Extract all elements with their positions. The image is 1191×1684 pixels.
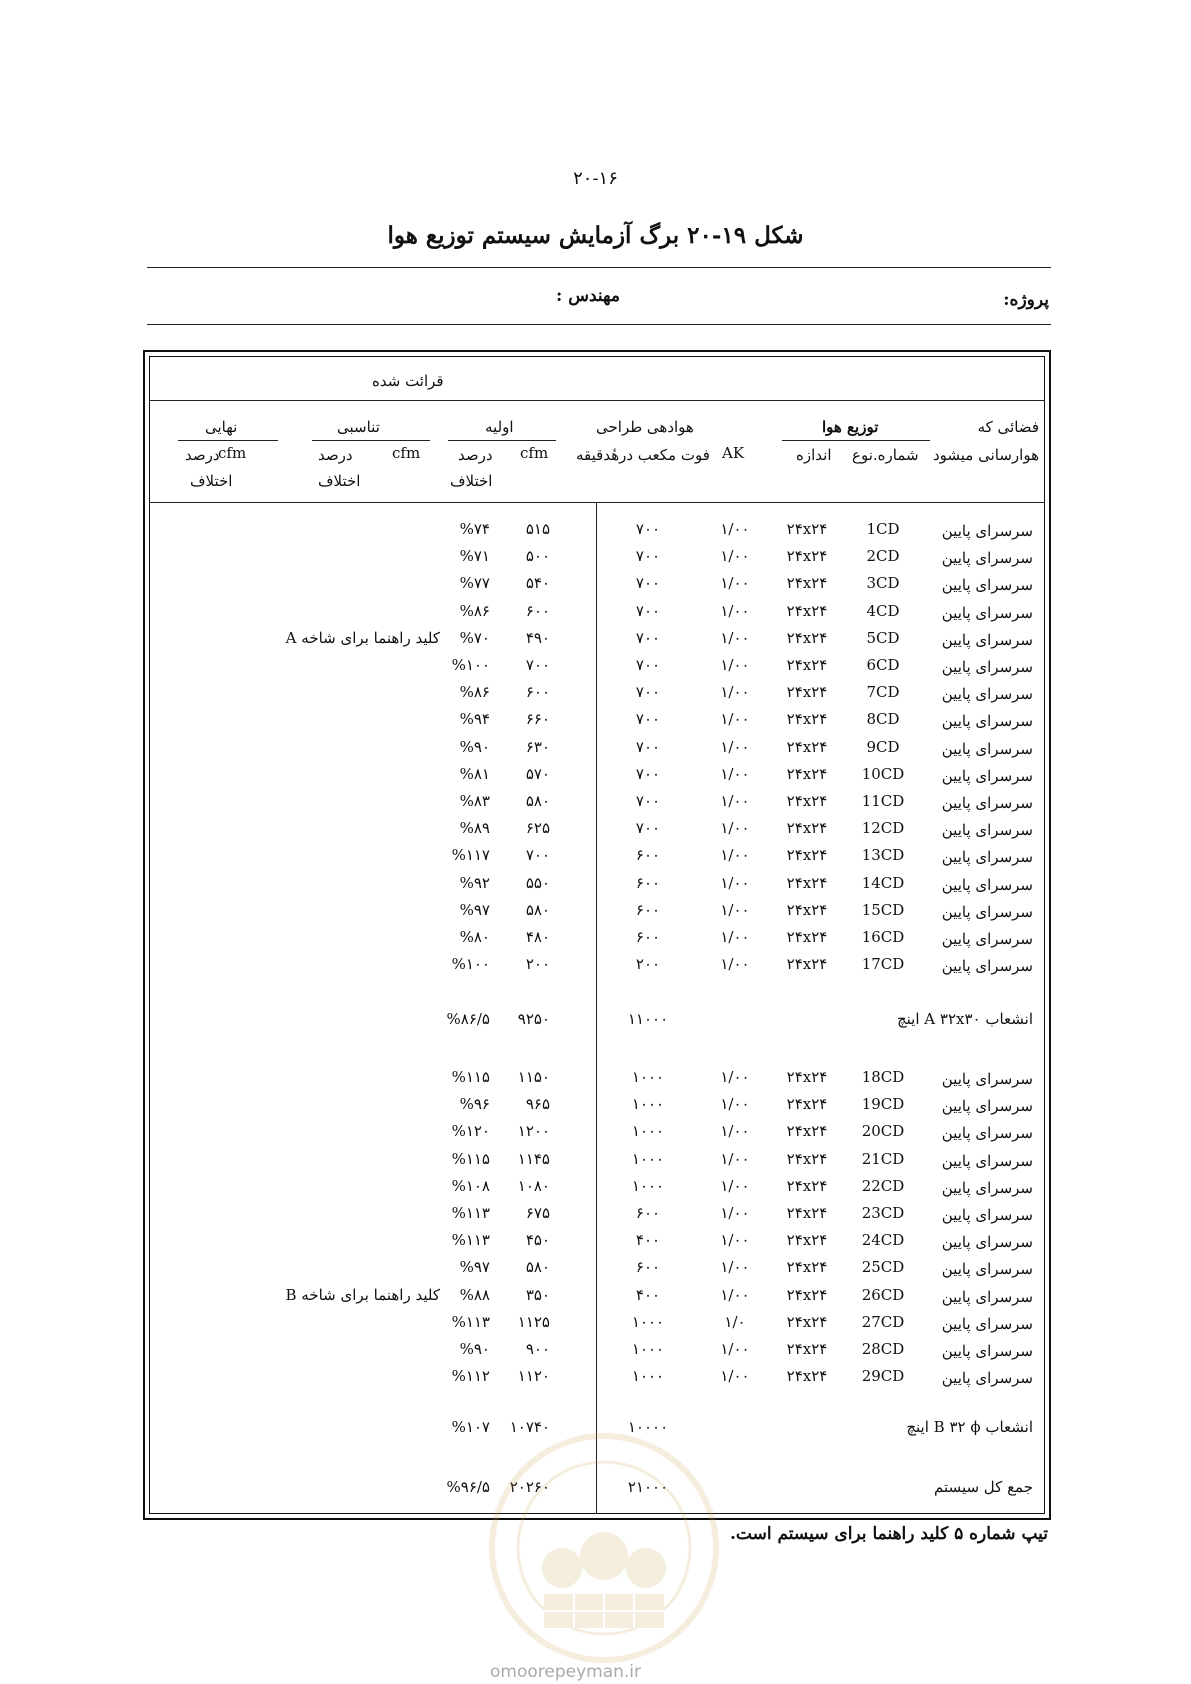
row-size: ۲۴x۲۴: [786, 1149, 828, 1168]
title-rule: [147, 267, 1051, 268]
row-space: سرسرای پایین: [941, 794, 1033, 812]
row-size: ۲۴x۲۴: [786, 1312, 828, 1331]
row-outlet-type: 16CD: [861, 928, 905, 946]
row-design-cfm: ۱۰۰۰: [631, 1122, 665, 1141]
header-readings: قرائت شده: [372, 372, 444, 390]
row-space: سرسرای پایین: [941, 1070, 1033, 1088]
row-size: ۲۴x۲۴: [786, 1258, 828, 1277]
row-ak: ۱/۰۰: [720, 1204, 750, 1222]
row-outlet-type: 26CD: [861, 1285, 905, 1304]
row-ak: ۱/۰۰: [720, 656, 750, 674]
row-design-cfm: ۱۰۰۰: [631, 1149, 665, 1168]
header-prop-cfm: cfm: [392, 444, 421, 462]
engineer-label: مهندس :: [556, 286, 620, 306]
row-initial-percent: %۹۰: [459, 1340, 490, 1358]
row-size: ۲۴x۲۴: [786, 764, 828, 783]
row-space: سرسرای پایین: [941, 1097, 1033, 1116]
row-size: ۲۴x۲۴: [786, 520, 828, 538]
header-final-deviation: اختلاف: [190, 472, 233, 490]
row-size: ۲۴x۲۴: [786, 873, 828, 892]
row-space: سرسرای پایین: [941, 1314, 1033, 1333]
row-size: ۲۴x۲۴: [786, 1285, 828, 1304]
row-design-cfm: ۷۰۰: [635, 683, 661, 702]
row-outlet-type: 15CD: [861, 900, 905, 919]
row-ak: ۱/۰۰: [720, 737, 750, 756]
row-initial-percent: %۹۰: [459, 737, 490, 756]
row-size: ۲۴x۲۴: [786, 737, 828, 756]
row-space: سرسرای پایین: [941, 875, 1033, 894]
row-space: سرسرای پایین: [941, 685, 1033, 704]
branch-b-cfm: ۱۰۷۴۰: [509, 1418, 550, 1436]
row-initial-percent: %۹۴: [459, 710, 490, 729]
row-space: سرسرای پایین: [941, 902, 1033, 921]
row-design-cfm: ۲۰۰: [635, 955, 661, 974]
row-outlet-type: 9CD: [866, 737, 900, 756]
row-size: ۲۴x۲۴: [786, 683, 828, 702]
row-ak: ۱/۰۰: [720, 1095, 750, 1114]
row-ak: ۱/۰۰: [720, 819, 750, 838]
row-space: سرسرای پایین: [941, 766, 1033, 785]
row-initial-cfm: ۴۵۰: [525, 1231, 550, 1250]
header-final-percent: درصد: [185, 446, 220, 464]
row-initial-cfm: ۱۱۲۵: [517, 1312, 550, 1331]
row-initial-percent: %۱۱۳: [451, 1231, 490, 1250]
row-ak: ۱/۰۰: [720, 574, 750, 593]
row-initial-percent: %۸۱: [459, 764, 490, 783]
row-size: ۲۴x۲۴: [786, 1176, 828, 1195]
row-space: سرسرای پایین: [941, 1206, 1033, 1224]
header-space-line2: هوارسانی میشود: [932, 446, 1039, 464]
row-outlet-type: 13CD: [861, 846, 905, 865]
rule-proportional: [312, 440, 430, 441]
row-initial-cfm: ۱۱۵۰: [517, 1068, 550, 1086]
row-size: ۲۴x۲۴: [786, 710, 828, 729]
row-design-cfm: ۶۰۰: [635, 1204, 661, 1222]
header-divider: [149, 400, 1045, 401]
row-ak: ۱/۰۰: [720, 955, 750, 974]
row-space: سرسرای پایین: [941, 603, 1033, 622]
header-rule: [147, 324, 1051, 325]
row-outlet-type: 19CD: [861, 1095, 905, 1114]
row-initial-cfm: ۵۴۰: [525, 574, 550, 593]
row-initial-percent: %۱۱۳: [451, 1312, 490, 1331]
row-space: سرسرای پایین: [941, 1151, 1033, 1170]
branch-b-design: ۱۰۰۰۰: [627, 1418, 669, 1436]
row-initial-percent: %۱۱۷: [451, 846, 490, 865]
row-space: سرسرای پایین: [941, 1178, 1033, 1197]
row-initial-percent: %۷۷: [459, 574, 490, 593]
row-space: سرسرای پایین: [941, 522, 1033, 540]
row-design-cfm: ۷۰۰: [635, 764, 661, 783]
row-outlet-type: 6CD: [866, 656, 900, 674]
row-size: ۲۴x۲۴: [786, 574, 828, 593]
row-ak: ۱/۰۰: [720, 1068, 750, 1086]
row-size: ۲۴x۲۴: [786, 1068, 828, 1086]
row-initial-percent: %۱۰۰: [451, 656, 490, 674]
row-design-cfm: ۷۰۰: [635, 574, 661, 593]
row-size: ۲۴x۲۴: [786, 1122, 828, 1141]
row-space: سرسرای پایین: [941, 1369, 1033, 1388]
row-initial-cfm: ۲۰۰: [525, 955, 550, 974]
row-ak: ۱/۰: [724, 1312, 746, 1331]
watermark-logo: [484, 1428, 724, 1668]
rule-air-distribution: [782, 440, 930, 441]
row-ak: ۱/۰۰: [720, 1367, 750, 1386]
row-space: سرسرای پایین: [941, 930, 1033, 948]
branch-a-label: انشعاب A ۳۲x۳۰ اینچ: [896, 1010, 1033, 1028]
header-design-air: هوادهی طراحی: [596, 418, 694, 436]
row-ak: ۱/۰۰: [720, 1149, 750, 1168]
row-size: ۲۴x۲۴: [786, 656, 828, 674]
row-initial-cfm: ۱۰۸۰: [517, 1176, 550, 1195]
row-ak: ۱/۰۰: [720, 764, 750, 783]
row-design-cfm: ۱۰۰۰: [631, 1095, 665, 1114]
row-space: سرسرای پایین: [941, 957, 1033, 976]
header-air-distribution: توزیع هوا: [822, 418, 879, 436]
header-initial: اولیه: [485, 418, 514, 436]
row-space: سرسرای پایین: [941, 848, 1033, 867]
row-space: سرسرای پایین: [941, 630, 1033, 649]
row-note: کلید راهنما برای شاخه A: [285, 628, 440, 647]
row-design-cfm: ۷۰۰: [635, 819, 661, 838]
row-design-cfm: ۱۰۰۰: [631, 1068, 665, 1086]
row-ak: ۱/۰۰: [720, 710, 750, 729]
row-ak: ۱/۰۰: [720, 846, 750, 865]
footer-note: تیپ شماره ۵ کلید راهنما برای سیستم است.: [729, 1524, 1048, 1544]
row-initial-cfm: ۵۱۵: [525, 520, 550, 538]
row-ak: ۱/۰۰: [720, 520, 750, 538]
row-initial-cfm: ۶۰۰: [525, 601, 550, 620]
row-initial-percent: %۹۲: [459, 873, 490, 892]
row-ak: ۱/۰۰: [720, 900, 750, 919]
row-initial-cfm: ۷۰۰: [525, 846, 550, 865]
row-outlet-type: 29CD: [861, 1367, 905, 1386]
row-outlet-type: 5CD: [866, 628, 900, 647]
row-outlet-type: 28CD: [861, 1340, 905, 1358]
watermark-url: omoorepeyman.ir: [490, 1662, 642, 1682]
row-ak: ۱/۰۰: [720, 547, 750, 566]
row-initial-cfm: ۷۰۰: [525, 656, 550, 674]
row-ak: ۱/۰۰: [720, 683, 750, 702]
row-design-cfm: ۱۰۰۰: [631, 1367, 665, 1386]
row-outlet-type: 4CD: [866, 601, 900, 620]
header-init-deviation: اختلاف: [450, 472, 493, 490]
row-ak: ۱/۰۰: [720, 1176, 750, 1195]
row-initial-percent: %۸۹: [459, 819, 490, 838]
row-outlet-type: 14CD: [861, 873, 905, 892]
row-size: ۲۴x۲۴: [786, 955, 828, 974]
row-initial-percent: %۹۶: [459, 1095, 490, 1114]
row-design-cfm: ۷۰۰: [635, 520, 661, 538]
row-initial-cfm: ۴۸۰: [525, 928, 550, 946]
row-outlet-type: 24CD: [861, 1231, 905, 1250]
row-outlet-type: 1CD: [866, 520, 900, 538]
row-outlet-type: 23CD: [861, 1204, 905, 1222]
row-initial-percent: %۱۰۸: [451, 1176, 490, 1195]
row-initial-percent: %۱۰۰: [451, 955, 490, 974]
row-size: ۲۴x۲۴: [786, 928, 828, 946]
row-design-cfm: ۱۰۰۰: [631, 1176, 665, 1195]
row-outlet-type: 8CD: [866, 710, 900, 729]
header-final: نهایی: [205, 418, 238, 436]
row-space: سرسرای پایین: [941, 1342, 1033, 1360]
row-size: ۲۴x۲۴: [786, 547, 828, 566]
row-outlet-type: 17CD: [861, 955, 905, 974]
row-initial-cfm: ۳۵۰: [525, 1285, 550, 1304]
row-initial-percent: %۸۶: [459, 683, 490, 702]
row-initial-percent: %۸۳: [459, 792, 490, 810]
row-initial-percent: %۹۷: [459, 900, 490, 919]
row-initial-cfm: ۵۸۰: [525, 900, 550, 919]
row-space: سرسرای پایین: [941, 658, 1033, 676]
branch-b-percent: %۱۰۷: [451, 1418, 490, 1436]
row-size: ۲۴x۲۴: [786, 601, 828, 620]
row-initial-cfm: ۵۵۰: [525, 873, 550, 892]
row-size: ۲۴x۲۴: [786, 846, 828, 865]
row-ak: ۱/۰۰: [720, 873, 750, 892]
row-design-cfm: ۷۰۰: [635, 737, 661, 756]
row-initial-cfm: ۹۶۵: [525, 1095, 550, 1114]
row-design-cfm: ۶۰۰: [635, 900, 661, 919]
row-ak: ۱/۰۰: [720, 628, 750, 647]
row-space: سرسرای پایین: [941, 1260, 1033, 1279]
row-initial-cfm: ۱۲۰۰: [517, 1122, 550, 1141]
row-outlet-type: 21CD: [861, 1149, 905, 1168]
row-design-cfm: ۱۰۰۰: [631, 1312, 665, 1331]
row-design-cfm: ۷۰۰: [635, 656, 661, 674]
header-ak: AK: [722, 444, 745, 462]
row-size: ۲۴x۲۴: [786, 1367, 828, 1386]
row-design-cfm: ۷۰۰: [635, 601, 661, 620]
row-outlet-type: 11CD: [861, 792, 905, 810]
branch-a-design: ۱۱۰۰۰: [627, 1010, 669, 1028]
page-number: ۲۰-۱۶: [573, 168, 618, 189]
row-design-cfm: ۴۰۰: [635, 1231, 661, 1250]
row-initial-percent: %۸۶: [459, 601, 490, 620]
row-initial-cfm: ۶۰۰: [525, 683, 550, 702]
row-design-cfm: ۷۰۰: [635, 792, 661, 810]
branch-b-label: انشعاب B ۳۲ ϕ اینچ: [906, 1418, 1033, 1436]
branch-a-cfm: ۹۲۵۰: [517, 1010, 550, 1028]
row-initial-percent: %۷۰: [459, 628, 490, 647]
row-ak: ۱/۰۰: [720, 1340, 750, 1358]
table-inner-frame: [149, 356, 1045, 1514]
row-initial-cfm: ۶۷۵: [525, 1204, 550, 1222]
header-space-line1: فضائی که: [977, 418, 1039, 436]
row-space: سرسرای پایین: [941, 549, 1033, 568]
system-total-percent: %۹۶/۵: [446, 1478, 490, 1496]
row-size: ۲۴x۲۴: [786, 628, 828, 647]
row-ak: ۱/۰۰: [720, 928, 750, 946]
row-size: ۲۴x۲۴: [786, 1095, 828, 1114]
system-total-cfm: ۲۰۲۶۰: [509, 1478, 550, 1496]
row-design-cfm: ۷۰۰: [635, 710, 661, 729]
row-initial-percent: %۸۸: [459, 1285, 490, 1304]
row-initial-percent: %۱۲۰: [451, 1122, 490, 1141]
row-space: سرسرای پایین: [941, 1287, 1033, 1306]
row-note: کلید راهنما برای شاخه B: [285, 1285, 440, 1304]
branch-a-percent: %۸۶/۵: [446, 1010, 490, 1028]
row-space: سرسرای پایین: [941, 739, 1033, 758]
row-outlet-type: 10CD: [861, 764, 905, 783]
row-initial-cfm: ۶۳۰: [525, 737, 550, 756]
rule-final: [178, 440, 278, 441]
row-ak: ۱/۰۰: [720, 1122, 750, 1141]
row-initial-cfm: ۱۱۴۵: [517, 1149, 550, 1168]
row-design-cfm: ۶۰۰: [635, 928, 661, 946]
row-size: ۲۴x۲۴: [786, 792, 828, 810]
system-total-design: ۲۱۰۰۰: [627, 1478, 669, 1496]
header-prop-deviation: اختلاف: [318, 472, 361, 490]
row-initial-percent: %۷۴: [459, 520, 490, 538]
row-initial-cfm: ۴۹۰: [525, 628, 550, 647]
row-initial-cfm: ۵۷۰: [525, 764, 550, 783]
row-space: سرسرای پایین: [941, 712, 1033, 731]
row-initial-percent: %۱۱۳: [451, 1204, 490, 1222]
row-ak: ۱/۰۰: [720, 1285, 750, 1304]
header-final-cfm: cfm: [218, 444, 247, 462]
row-initial-percent: %۱۱۲: [451, 1367, 490, 1386]
row-design-cfm: ۷۰۰: [635, 547, 661, 566]
row-size: ۲۴x۲۴: [786, 1340, 828, 1358]
row-initial-cfm: ۹۰۰: [525, 1340, 550, 1358]
row-initial-percent: %۱۱۵: [451, 1068, 490, 1086]
row-initial-cfm: ۶۶۰: [525, 710, 550, 729]
row-ak: ۱/۰۰: [720, 601, 750, 620]
header-size: اندازه: [796, 446, 832, 464]
header-bottom-rule: [149, 502, 1045, 503]
row-ak: ۱/۰۰: [720, 1258, 750, 1277]
row-outlet-type: 22CD: [861, 1176, 905, 1195]
row-space: سرسرای پایین: [941, 1124, 1033, 1143]
row-design-cfm: ۷۰۰: [635, 628, 661, 647]
row-initial-cfm: ۵۸۰: [525, 792, 550, 810]
row-outlet-type: 12CD: [861, 819, 905, 838]
row-space: سرسرای پایین: [941, 821, 1033, 840]
header-init-cfm: cfm: [520, 444, 549, 462]
row-initial-cfm: ۶۲۵: [525, 819, 550, 838]
header-init-percent: درصد: [458, 446, 493, 464]
page-title: شکل ۱۹-۲۰ برگ آزمایش سیستم توزیع هوا: [387, 222, 804, 249]
system-total-label: جمع کل سیستم: [934, 1478, 1033, 1496]
project-label: پروژه:: [1003, 290, 1049, 310]
header-proportional: تناسبی: [337, 418, 380, 436]
header-design-unit: فوت مکعب درهٔدقیقه: [576, 446, 710, 464]
rule-initial: [448, 440, 556, 441]
row-outlet-type: 20CD: [861, 1122, 905, 1141]
row-space: سرسرای پایین: [941, 576, 1033, 595]
row-ak: ۱/۰۰: [720, 792, 750, 810]
row-initial-cfm: ۱۱۲۰: [517, 1367, 550, 1386]
row-outlet-type: 3CD: [866, 574, 900, 593]
row-design-cfm: ۱۰۰۰: [631, 1340, 665, 1358]
row-outlet-type: 25CD: [861, 1258, 905, 1277]
row-initial-cfm: ۵۰۰: [525, 547, 550, 566]
row-initial-percent: %۱۱۵: [451, 1149, 490, 1168]
row-size: ۲۴x۲۴: [786, 819, 828, 838]
row-ak: ۱/۰۰: [720, 1231, 750, 1250]
row-outlet-type: 7CD: [866, 683, 900, 702]
row-size: ۲۴x۲۴: [786, 1231, 828, 1250]
header-prop-percent: درصد: [318, 446, 353, 464]
row-design-cfm: ۶۰۰: [635, 1258, 661, 1277]
row-initial-cfm: ۵۸۰: [525, 1258, 550, 1277]
row-initial-percent: %۷۱: [459, 547, 490, 566]
row-outlet-type: 2CD: [866, 547, 900, 566]
row-initial-percent: %۸۰: [459, 928, 490, 946]
row-initial-percent: %۹۷: [459, 1258, 490, 1277]
row-space: سرسرای پایین: [941, 1233, 1033, 1252]
row-outlet-type: 18CD: [861, 1068, 905, 1086]
row-size: ۲۴x۲۴: [786, 1204, 828, 1222]
column-divider: [596, 502, 597, 1514]
row-design-cfm: ۴۰۰: [635, 1285, 661, 1304]
row-design-cfm: ۶۰۰: [635, 873, 661, 892]
row-design-cfm: ۶۰۰: [635, 846, 661, 865]
row-outlet-type: 27CD: [861, 1312, 905, 1331]
row-size: ۲۴x۲۴: [786, 900, 828, 919]
header-number-type: شماره.نوع: [852, 446, 919, 464]
